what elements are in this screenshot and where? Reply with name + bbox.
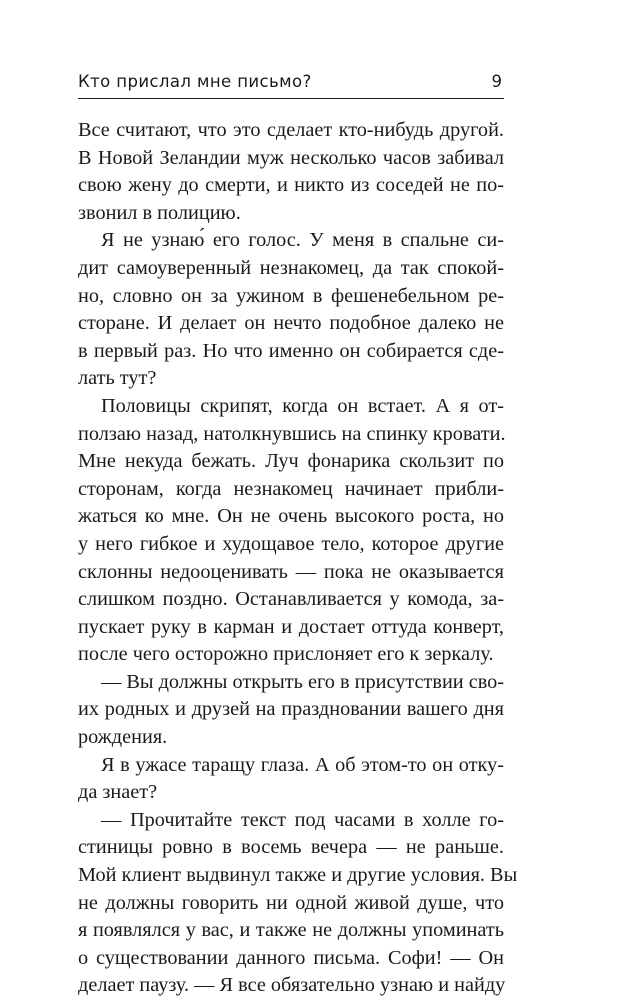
text-line: делает паузу. — Я все обязательно узнаю и найду [78, 974, 506, 997]
text-line: стиницы ровно в восемь вечера — не раньше. [78, 836, 504, 859]
text-line: — Прочитайте текст под часами в холле го- [101, 808, 504, 831]
text-line: звонил в полицию. [78, 201, 241, 224]
text-line: у него гибкое и худощавое тело, которое другие [78, 532, 504, 555]
text-line: лать тут? [78, 367, 157, 390]
text-line: Половицы скрипят, когда он встает. А я от- [101, 394, 504, 417]
text-line: Мне некуда бежать. Луч фонарика скользит по [78, 450, 504, 473]
text-line: склонны недооценивать — пока не оказывается [78, 560, 504, 583]
page-number: 9 [491, 72, 502, 91]
running-header [78, 70, 504, 100]
text-line: ползаю назад, натолкнувшись на спинку кровати. [78, 422, 506, 445]
text-line: сторонам, когда незнакомец начинает прибли- [78, 477, 504, 500]
text-line: пускает руку в карман и достает оттуда конверт, [78, 615, 504, 638]
text-line: их родных и друзей на праздновании вашего дня [78, 698, 504, 721]
running-title: Кто прислал мне письмо? [78, 72, 312, 91]
text-line: дит самоуверенный незнакомец, да так спокой- [78, 256, 504, 279]
text-line: после чего осторожно прислоняет его к зеркалу. [78, 643, 494, 666]
text-line: не должны говорить ни одной живой душе, что [78, 891, 504, 914]
text-line: свою жену до смерти, и никто из соседей не по- [78, 174, 504, 197]
text-line: но, словно он за ужином в фешенебельном ре- [78, 284, 504, 307]
text-line: Мой клиент выдвинул также и другие условия. Вы [78, 864, 518, 887]
text-line: рождения. [78, 726, 168, 749]
text-line: жаться ко мне. Он не очень высокого роста, но [78, 505, 504, 528]
text-line: да знает? [78, 781, 158, 804]
text-line: В Новой Зеландии муж несколько часов забивал [78, 146, 504, 169]
text-line: Я не узнаю́ его голос. У меня в спальне си- [101, 229, 504, 252]
text-line: Все считают, что это сделает кто-нибудь другой. [78, 119, 504, 141]
text-line: Я в ужасе таращу глаза. А об этом-то он отку- [101, 753, 504, 776]
body-text [78, 117, 518, 1000]
text-line: слишком поздно. Останавливается у комода, за- [78, 588, 504, 611]
text-line: — Вы должны открыть его в присутствии сво- [101, 670, 505, 693]
text-line: сторане. И делает он нечто подобное далеко не [78, 312, 504, 335]
header-rule [78, 98, 504, 99]
text-line: о существовании данного письма. Софи! — Он [78, 946, 504, 969]
text-line: я появлялся у вас, и также не должны упоминать [78, 919, 504, 942]
text-line: в первый раз. Но что именно он собирается сде- [78, 339, 504, 362]
